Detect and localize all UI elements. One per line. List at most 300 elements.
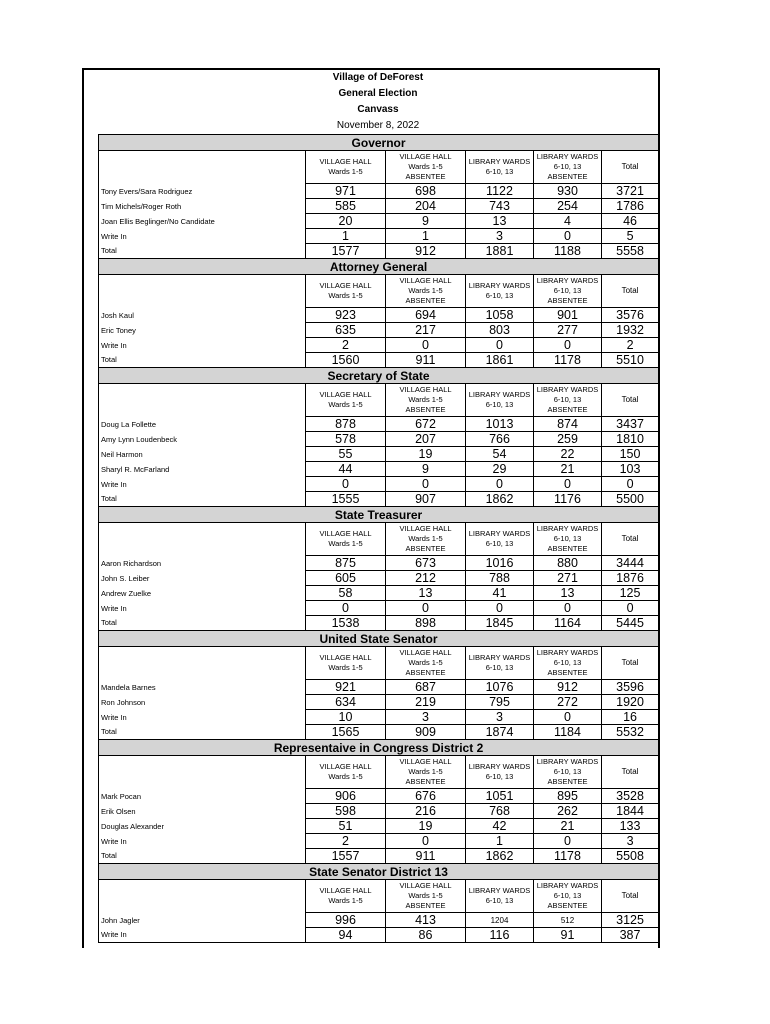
vote-count: 766 [466,432,534,447]
column-header-line: Wards 1-5 [328,896,363,905]
column-header [602,523,659,556]
column-header-line: LIBRARY WARDS [536,152,599,161]
column-header-line: VILLAGE HALL [319,529,372,538]
column-header-row [99,880,659,913]
total-row [99,616,659,631]
column-header-line: ABSENTEE [547,777,588,786]
vote-count: 512 [534,913,602,928]
vote-count: 16 [602,710,659,725]
title-line: Village of DeForest [332,72,424,83]
vote-count: 5 [602,229,659,244]
vote-count: 1076 [466,680,534,695]
column-header-line: LIBRARY WARDS [536,881,599,890]
vote-count: 1058 [466,308,534,323]
column-header-line: Wards 1-5 [408,395,443,404]
vote-count: 125 [602,586,659,601]
vote-count: 9 [386,214,466,229]
vote-count: 1 [466,834,534,849]
column-header-line: VILLAGE HALL [399,648,452,657]
vote-count: 21 [534,462,602,477]
column-header-line: VILLAGE HALL [319,762,372,771]
vote-count: 10 [306,710,386,725]
column-header [534,880,602,913]
vote-count: 3596 [602,680,659,695]
candidate-name: Write In [99,928,306,943]
vote-count: 912 [534,680,602,695]
candidate-name: Write In [99,710,306,725]
vote-count: 2 [306,338,386,353]
vote-count: 788 [466,571,534,586]
vote-count: 44 [306,462,386,477]
vote-count: 2 [306,834,386,849]
vote-count: 5508 [602,849,659,864]
candidate-row [99,417,659,432]
vote-count: 1 [306,229,386,244]
column-header-line: Wards 1-5 [328,167,363,176]
race-title: State Treasurer [99,507,659,523]
candidate-name: Ron Johnson [99,695,306,710]
document-header [98,70,658,134]
vote-count: 1932 [602,323,659,338]
vote-count: 912 [386,244,466,259]
candidate-row [99,338,659,353]
vote-count: 895 [534,789,602,804]
column-header [306,756,386,789]
column-header [306,647,386,680]
vote-count: 19 [386,819,466,834]
candidate-column-header [99,275,306,308]
column-header-line: Wards 1-5 [408,534,443,543]
vote-count: 901 [534,308,602,323]
column-header-row [99,756,659,789]
column-header-line: Wards 1-5 [408,891,443,900]
column-header-line: VILLAGE HALL [399,524,452,533]
column-header-line: LIBRARY WARDS [536,276,599,285]
column-header-line: 6-10, 13 [553,891,582,900]
vote-count: 698 [386,184,466,199]
vote-count: 3576 [602,308,659,323]
vote-count: 0 [386,834,466,849]
vote-count: 0 [306,477,386,492]
column-header-line: 6-10, 13 [553,162,582,171]
column-header [602,756,659,789]
vote-count: 46 [602,214,659,229]
candidate-name: Neil Harmon [99,447,306,462]
column-header [386,275,466,308]
vote-count: 0 [602,477,659,492]
race-title: United State Senator [99,631,659,647]
vote-count: 971 [306,184,386,199]
vote-count: 1920 [602,695,659,710]
vote-count: 219 [386,695,466,710]
candidate-name: Douglas Alexander [99,819,306,834]
column-header-line: Wards 1-5 [328,772,363,781]
vote-count: 909 [386,725,466,740]
vote-count: 898 [386,616,466,631]
vote-count: 1874 [466,725,534,740]
vote-count: 911 [386,849,466,864]
candidate-row [99,323,659,338]
vote-count: 634 [306,695,386,710]
vote-count: 0 [466,338,534,353]
vote-count: 1204 [466,913,534,928]
vote-count: 578 [306,432,386,447]
candidate-name: John S. Leiber [99,571,306,586]
vote-count: 1810 [602,432,659,447]
column-header [466,880,534,913]
candidate-name: Eric Toney [99,323,306,338]
vote-count: 3528 [602,789,659,804]
vote-count: 635 [306,323,386,338]
vote-count: 5510 [602,353,659,368]
candidate-row [99,308,659,323]
candidate-row [99,710,659,725]
column-header [306,275,386,308]
column-header-line: LIBRARY WARDS [536,648,599,657]
candidate-name: Tony Evers/Sara Rodriguez [99,184,306,199]
column-header [466,647,534,680]
vote-count: 1862 [466,849,534,864]
vote-count: 1861 [466,353,534,368]
vote-count: 3 [386,710,466,725]
vote-count: 262 [534,804,602,819]
vote-count: 1557 [306,849,386,864]
vote-count: 1122 [466,184,534,199]
candidate-row [99,477,659,492]
total-row [99,725,659,740]
column-header [602,880,659,913]
candidate-row [99,819,659,834]
column-header-line: LIBRARY WARDS [536,524,599,533]
candidate-row [99,199,659,214]
candidate-row [99,214,659,229]
column-header-line: Wards 1-5 [408,162,443,171]
vote-count: 58 [306,586,386,601]
column-header-line: LIBRARY WARDS [536,385,599,394]
vote-count: 1013 [466,417,534,432]
candidate-row [99,913,659,928]
column-header [534,756,602,789]
candidate-name: Write In [99,477,306,492]
race-title-row [99,631,659,647]
vote-count: 1178 [534,849,602,864]
vote-count: 795 [466,695,534,710]
vote-count: 1845 [466,616,534,631]
column-header-line: 6-10, 13 [553,286,582,295]
candidate-row [99,928,659,943]
vote-count: 1176 [534,492,602,507]
race-title-row [99,507,659,523]
vote-count: 672 [386,417,466,432]
column-header [306,151,386,184]
vote-count: 0 [602,601,659,616]
vote-count: 1881 [466,244,534,259]
candidate-column-header [99,523,306,556]
vote-count: 1560 [306,353,386,368]
column-header [306,384,386,417]
candidate-row [99,447,659,462]
vote-count: 880 [534,556,602,571]
vote-count: 0 [534,338,602,353]
column-header-line: 6-10, 13 [485,772,514,781]
race-title: State Senator District 13 [99,864,659,880]
column-header-line: 6-10, 13 [485,539,514,548]
candidate-row [99,804,659,819]
vote-count: 694 [386,308,466,323]
vote-count: 803 [466,323,534,338]
column-header [602,275,659,308]
column-header-line: Total [621,767,639,776]
column-header-line: VILLAGE HALL [319,653,372,662]
candidate-row [99,834,659,849]
column-header-line: 6-10, 13 [485,896,514,905]
vote-count: 1786 [602,199,659,214]
column-header-line: VILLAGE HALL [319,390,372,399]
vote-count: 1 [386,229,466,244]
election-date: November 8, 2022 [336,120,420,131]
vote-count: 1051 [466,789,534,804]
column-header-line: Total [621,658,639,667]
vote-count: 5500 [602,492,659,507]
canvass-table [98,134,659,943]
column-header-line: VILLAGE HALL [319,157,372,166]
vote-count: 216 [386,804,466,819]
column-header-line: Total [621,286,639,295]
race-title: Secretary of State [99,368,659,384]
vote-count: 13 [534,586,602,601]
column-header-row [99,647,659,680]
vote-count: 874 [534,417,602,432]
vote-count: 598 [306,804,386,819]
vote-count: 911 [386,353,466,368]
vote-count: 921 [306,680,386,695]
column-header [602,647,659,680]
race-title: Governor [99,135,659,151]
vote-count: 996 [306,913,386,928]
column-header [386,647,466,680]
vote-count: 906 [306,789,386,804]
vote-count: 21 [534,819,602,834]
vote-count: 1565 [306,725,386,740]
column-header [466,523,534,556]
vote-count: 2 [602,338,659,353]
column-header-line: VILLAGE HALL [399,152,452,161]
candidate-row [99,680,659,695]
vote-count: 3437 [602,417,659,432]
candidate-name: Total [99,725,306,740]
vote-count: 271 [534,571,602,586]
column-header [466,151,534,184]
vote-count: 875 [306,556,386,571]
candidate-name: Mark Pocan [99,789,306,804]
column-header-line: LIBRARY WARDS [536,757,599,766]
column-header [306,880,386,913]
vote-count: 1844 [602,804,659,819]
vote-count: 1164 [534,616,602,631]
vote-count: 254 [534,199,602,214]
candidate-name: John Jagler [99,913,306,928]
total-row [99,353,659,368]
vote-count: 0 [386,477,466,492]
vote-count: 0 [534,477,602,492]
vote-count: 1555 [306,492,386,507]
vote-count: 5558 [602,244,659,259]
column-header-line: LIBRARY WARDS [468,653,531,662]
column-header [386,151,466,184]
column-header-row [99,384,659,417]
column-header-line: ABSENTEE [405,777,446,786]
vote-count: 1876 [602,571,659,586]
race-title: Representaive in Congress District 2 [99,740,659,756]
race-title-row [99,368,659,384]
vote-count: 907 [386,492,466,507]
vote-count: 1188 [534,244,602,259]
vote-count: 103 [602,462,659,477]
vote-count: 41 [466,586,534,601]
vote-count: 923 [306,308,386,323]
column-header [534,523,602,556]
candidate-column-header [99,647,306,680]
vote-count: 217 [386,323,466,338]
column-header-line: Total [621,891,639,900]
column-header [386,523,466,556]
column-header-line: Wards 1-5 [408,286,443,295]
vote-count: 0 [466,477,534,492]
column-header-line: ABSENTEE [405,901,446,910]
vote-count: 413 [386,913,466,928]
column-header-row [99,151,659,184]
candidate-name: Tim Michels/Roger Roth [99,199,306,214]
column-header-line: Wards 1-5 [328,539,363,548]
vote-count: 1862 [466,492,534,507]
candidate-name: Total [99,492,306,507]
candidate-row [99,601,659,616]
vote-count: 29 [466,462,534,477]
vote-count: 150 [602,447,659,462]
column-header [386,384,466,417]
column-header-line: ABSENTEE [547,544,588,553]
column-header [466,275,534,308]
vote-count: 133 [602,819,659,834]
candidate-name: Erik Olsen [99,804,306,819]
vote-count: 673 [386,556,466,571]
column-header-line: ABSENTEE [547,172,588,181]
column-header-line: ABSENTEE [405,172,446,181]
column-header [306,523,386,556]
column-header-line: LIBRARY WARDS [468,886,531,895]
column-header-line: ABSENTEE [547,405,588,414]
column-header-row [99,523,659,556]
column-header-line: LIBRARY WARDS [468,529,531,538]
column-header-line: ABSENTEE [405,668,446,677]
column-header-line: ABSENTEE [405,405,446,414]
race-title-row [99,259,659,275]
candidate-row [99,586,659,601]
candidate-column-header [99,384,306,417]
vote-count: 930 [534,184,602,199]
column-header-line: 6-10, 13 [485,400,514,409]
vote-count: 0 [386,338,466,353]
candidate-row [99,432,659,447]
vote-count: 605 [306,571,386,586]
column-header-line: Wards 1-5 [328,291,363,300]
column-header-line: Total [621,534,639,543]
candidate-row [99,556,659,571]
vote-count: 204 [386,199,466,214]
vote-count: 3 [602,834,659,849]
candidate-row [99,184,659,199]
vote-count: 4 [534,214,602,229]
column-header-line: 6-10, 13 [485,291,514,300]
canvass-sheet [98,70,658,943]
vote-count: 687 [386,680,466,695]
column-header-line: 6-10, 13 [553,534,582,543]
vote-count: 3444 [602,556,659,571]
vote-count: 3721 [602,184,659,199]
vote-count: 13 [466,214,534,229]
candidate-name: Write In [99,834,306,849]
vote-count: 91 [534,928,602,943]
candidate-name: Total [99,353,306,368]
vote-count: 0 [386,601,466,616]
vote-count: 743 [466,199,534,214]
vote-count: 19 [386,447,466,462]
column-header-line: ABSENTEE [405,544,446,553]
column-header-line: VILLAGE HALL [319,886,372,895]
candidate-column-header [99,151,306,184]
vote-count: 1016 [466,556,534,571]
vote-count: 13 [386,586,466,601]
column-header-line: LIBRARY WARDS [468,157,531,166]
column-header-line: Wards 1-5 [328,663,363,672]
candidate-row [99,462,659,477]
vote-count: 3 [466,229,534,244]
candidate-name: Write In [99,338,306,353]
candidate-column-header [99,756,306,789]
vote-count: 3125 [602,913,659,928]
vote-count: 55 [306,447,386,462]
candidate-name: Total [99,616,306,631]
column-header-line: ABSENTEE [547,296,588,305]
total-row [99,244,659,259]
candidate-name: Josh Kaul [99,308,306,323]
column-header [466,756,534,789]
column-header-line: Wards 1-5 [408,658,443,667]
column-header [466,384,534,417]
vote-count: 259 [534,432,602,447]
vote-count: 277 [534,323,602,338]
vote-count: 116 [466,928,534,943]
vote-count: 94 [306,928,386,943]
column-header-line: LIBRARY WARDS [468,281,531,290]
vote-count: 1184 [534,725,602,740]
candidate-name: Doug La Follette [99,417,306,432]
candidate-row [99,789,659,804]
column-header-line: Total [621,162,639,171]
column-header-line: VILLAGE HALL [319,281,372,290]
column-header-line: 6-10, 13 [553,395,582,404]
column-header-line: ABSENTEE [547,901,588,910]
column-header [602,151,659,184]
vote-count: 20 [306,214,386,229]
column-header-line: LIBRARY WARDS [468,762,531,771]
vote-count: 585 [306,199,386,214]
candidate-name: Amy Lynn Loudenbeck [99,432,306,447]
vote-count: 54 [466,447,534,462]
vote-count: 0 [534,710,602,725]
column-header-line: Wards 1-5 [408,767,443,776]
vote-count: 1538 [306,616,386,631]
